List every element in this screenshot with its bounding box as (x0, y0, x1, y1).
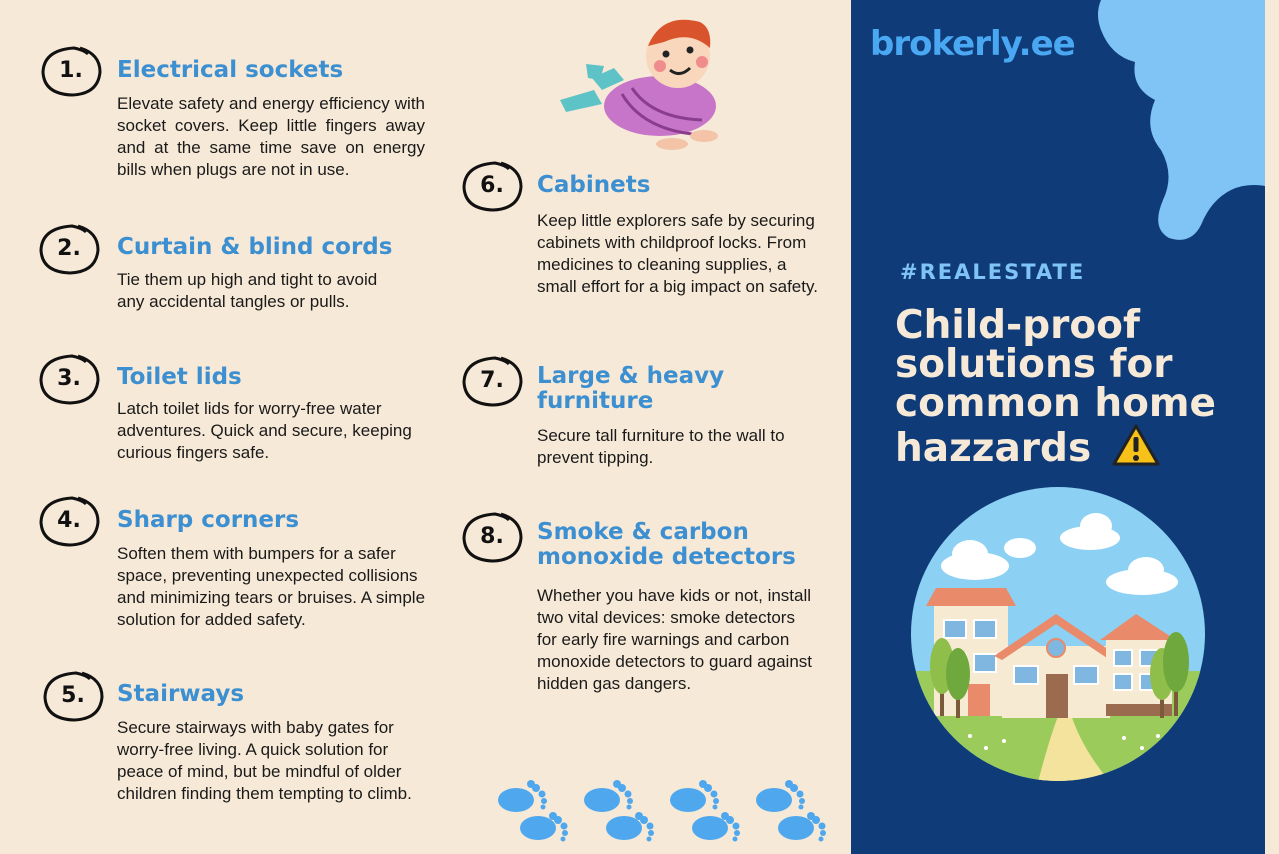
number-badge (461, 510, 523, 564)
tip-text: Secure tall furniture to the wall to prevent tipping. (537, 426, 785, 467)
tip-text: Latch toilet lids for worry-free water adventures. Quick and secure, keeping curious fingers safe. (117, 399, 412, 462)
page-title (895, 303, 1255, 471)
headline-text: Child-proof solutions for common home hazzards (895, 303, 1216, 471)
paint-splash-decoration (1091, 0, 1279, 250)
crawling-baby-illustration (552, 8, 724, 158)
tip-text: Keep little explorers safe by securing cabinets with childproof locks. From medicines to cleaning supplies, a small effort for a big impact on safety. (537, 211, 818, 296)
tip-title: Curtain & blind cords (117, 234, 393, 260)
number-badge (42, 669, 104, 723)
tip-title: Cabinets (537, 172, 651, 198)
footprints-icon (494, 780, 834, 850)
number-label: 7. (480, 368, 504, 393)
number-badge (40, 44, 102, 98)
tip-title: Smoke & carbon monoxide detectors (537, 519, 796, 570)
tip-text: Soften them with bumpers for a safer space, preventing unexpected collisions and minimizing tears or bruises. A simple solution for added safety. (117, 544, 426, 629)
tip-title: Large & heavy furniture (537, 363, 725, 414)
tip-title: Sharp corners (117, 507, 300, 533)
tip-text: Tie them up high and tight to avoid any accidental tangles or pulls. (117, 270, 378, 311)
house-illustration (910, 486, 1206, 782)
brand-logo[interactable]: brokerly.ee (870, 24, 1075, 64)
panel-edge (1265, 0, 1279, 854)
number-label: 8. (480, 524, 504, 549)
tip-text: Secure stairways with baby gates for worry-free living. A quick solution for peace of mind, but be mindful of older children finding them tempting to climb. (117, 718, 412, 803)
number-badge (461, 159, 523, 213)
number-label: 1. (59, 58, 83, 83)
tip-text: Whether you have kids or not, install two vital devices: smoke detectors for early fire warnings and carbon monoxide detectors to guard against hidden gas dangers. (537, 586, 813, 693)
number-badge (38, 494, 100, 548)
number-badge (461, 354, 523, 408)
number-label: 2. (57, 236, 81, 261)
number-badge (38, 352, 100, 406)
number-label: 6. (480, 173, 504, 198)
tip-title: Stairways (117, 681, 245, 707)
tip-text: Elevate safety and energy efficiency with socket covers. Keep little fingers away and at the same time save on energy bills when plugs are not in use. (117, 94, 425, 179)
tip-title: Toilet lids (117, 364, 242, 390)
number-label: 3. (57, 366, 81, 391)
number-label: 4. (57, 508, 81, 533)
hashtag[interactable]: #REALESTATE (900, 260, 1086, 284)
number-label: 5. (61, 683, 85, 708)
warning-icon (1111, 423, 1161, 467)
number-badge (38, 222, 100, 276)
tip-title: Electrical sockets (117, 57, 344, 83)
